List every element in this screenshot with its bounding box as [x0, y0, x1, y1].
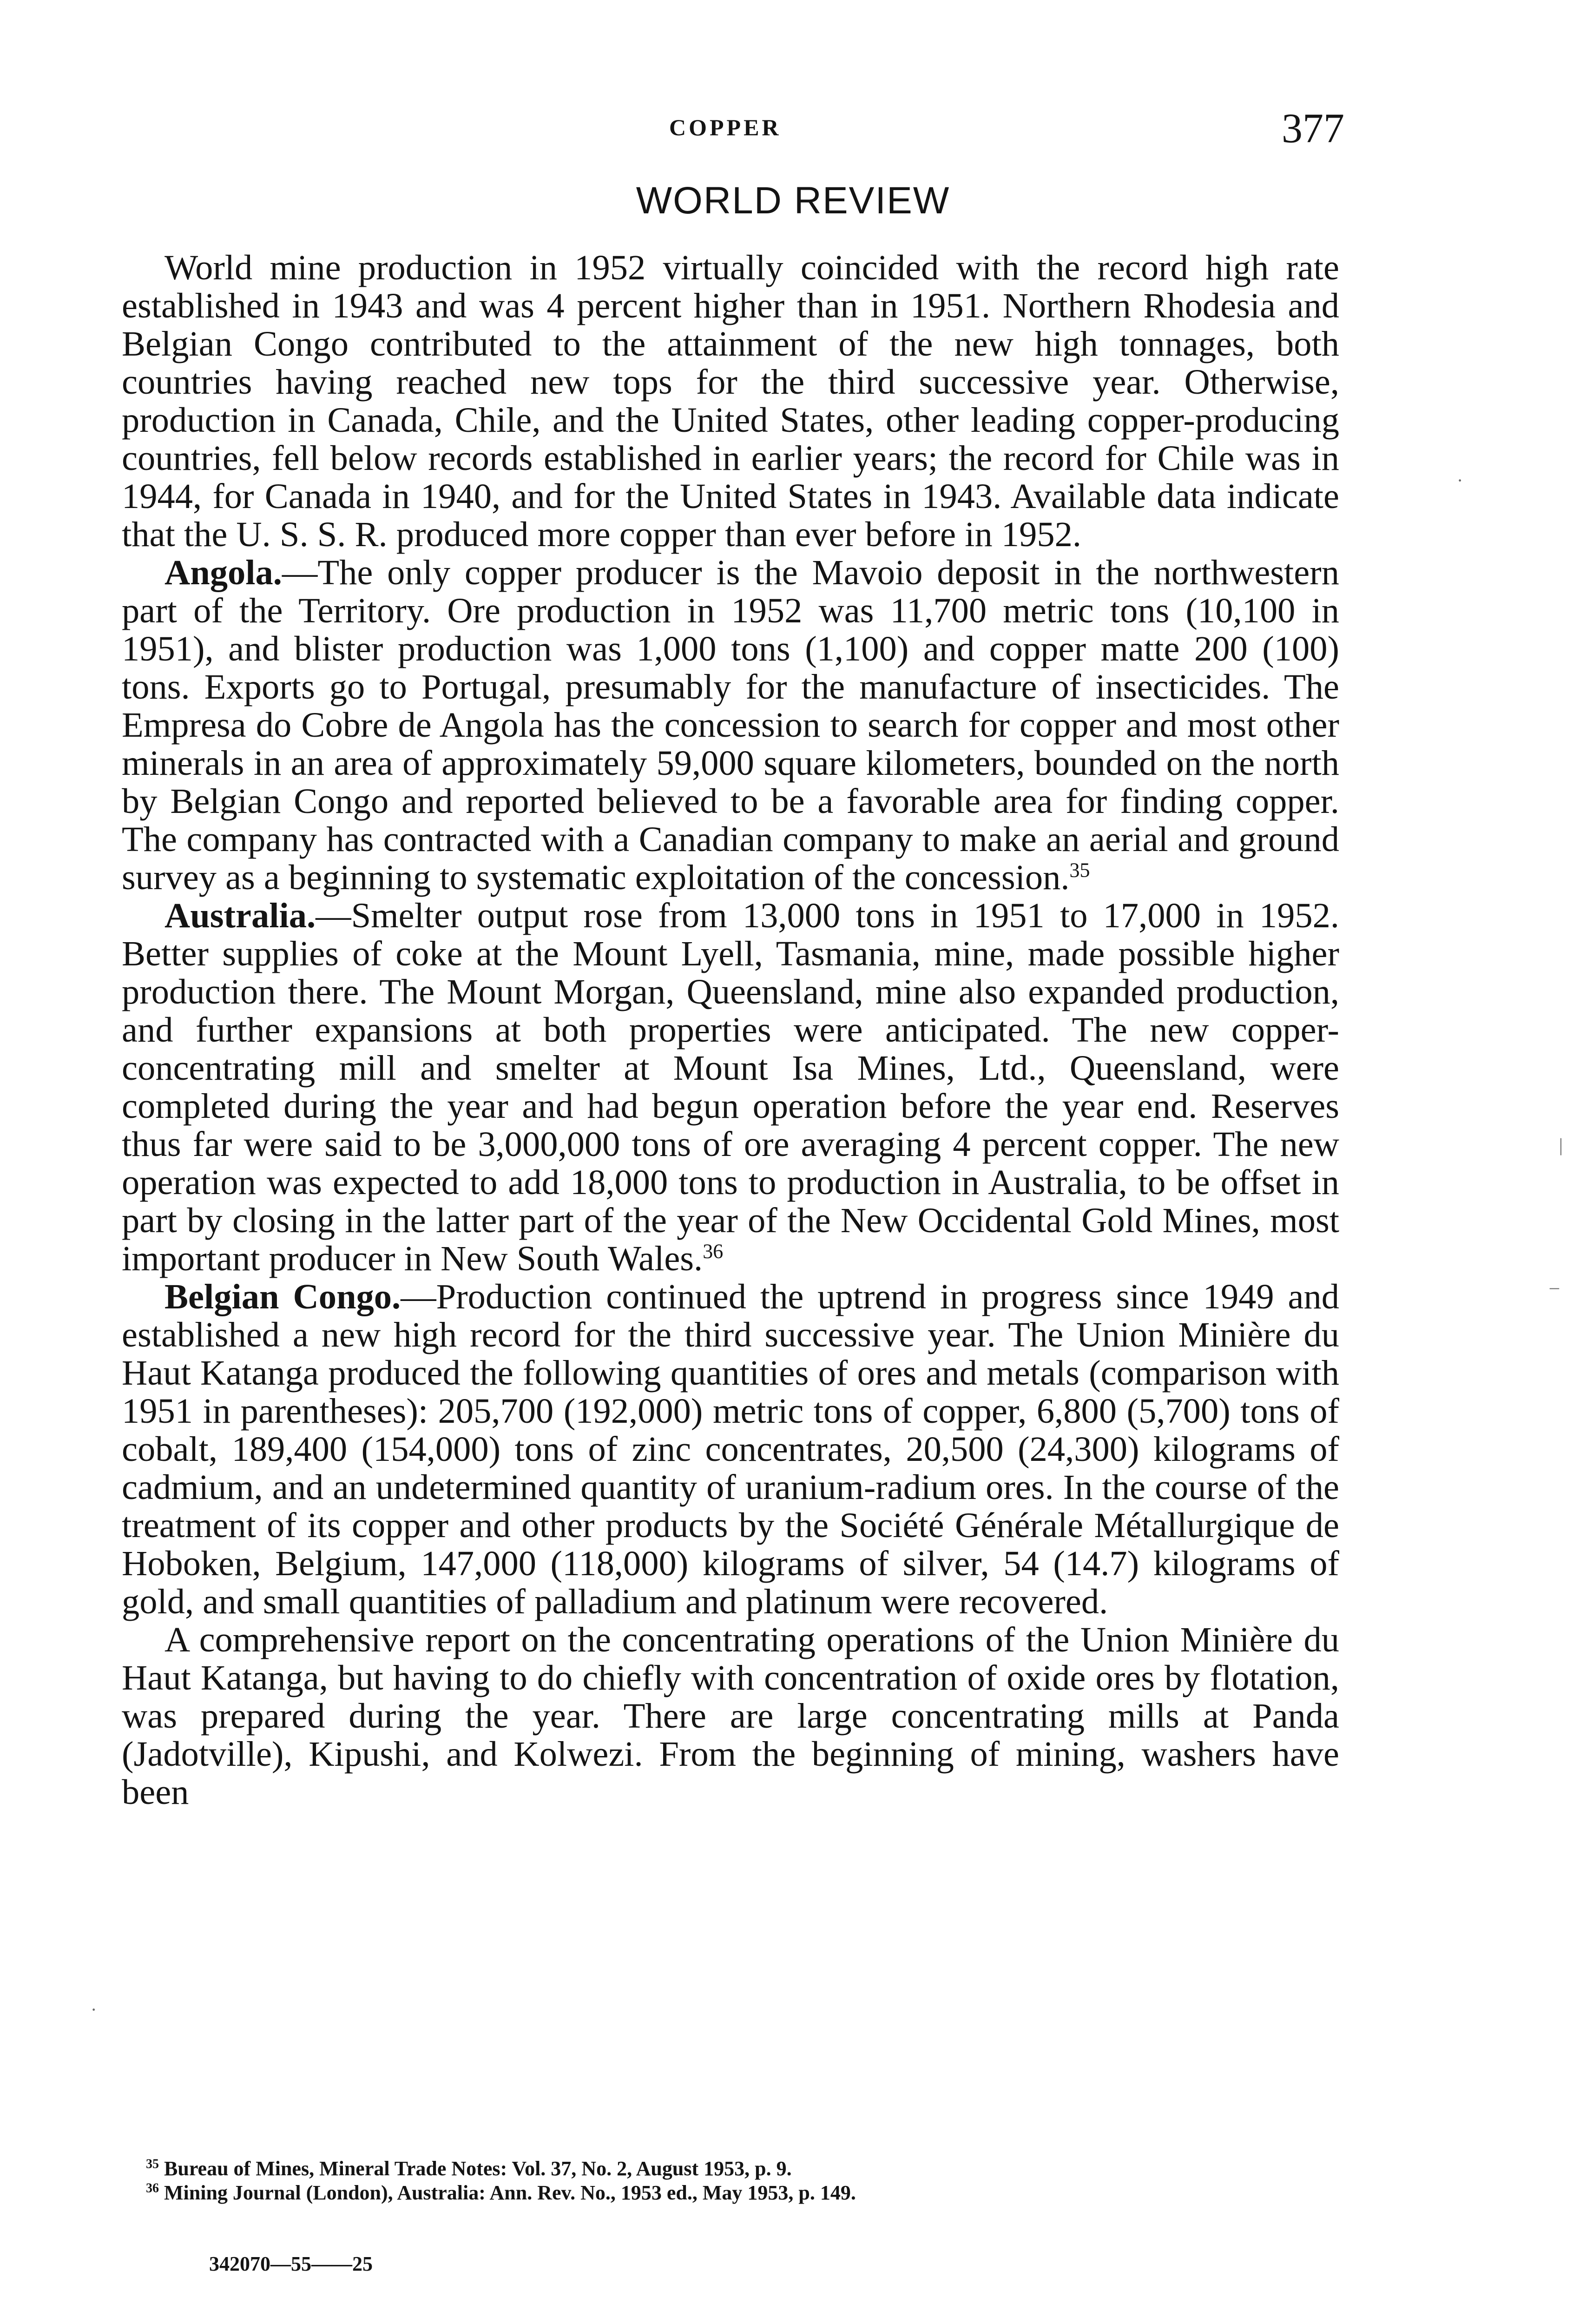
paragraph-angola: [122, 554, 1339, 897]
footnote-text: Bureau of Mines, Mineral Trade Notes: Vol. 37, No. 2, August 1953, p. 9.: [164, 2157, 792, 2180]
footnote-text: Mining Journal (London), Australia: Ann. Rev. No., 1953 ed., May 1953, p. 149.: [164, 2181, 856, 2204]
scan-speck: |: [1559, 1135, 1563, 1155]
footnotes: [122, 2157, 1339, 2205]
footnote-ref-36[interactable]: 36: [703, 1240, 724, 1263]
footnote-mark: 35: [146, 2157, 159, 2172]
footnote-35: [122, 2157, 1339, 2181]
country-heading-angola: Angola.: [165, 553, 282, 592]
scan-speck: –: [1550, 1276, 1559, 1297]
paragraph-report: A comprehensive report on the concentrating operations of the Union Minière du Haut Katanga, but having to do chiefly with concentration of oxide ores by flotation, was prepared during the year. There are large concentrating mills at Panda (Jadotville), Kipushi, and Kolwezi. From the beginning of mining, washers have been: [122, 1620, 1339, 1812]
australia-text: —Smelter output rose from 13,000 tons in 1951 to 17,000 in 1952. Better supplies of coke at the Mount Lyell, Tasmania, mine, made possible higher production there. The Mount Morgan, Queensland, mine also expanded production, and further expansions at both properties were anticipated. The new copper-concentrating mill and smelter at Mount Isa Mines, Ltd., Queensland, were completed during the year and had begun operation before the year end. Reserves thus far were said to be 3,000,000 tons of ore averaging 4 percent copper. The new operation was expected to add 18,000 tons to production in Australia, to be offset in part by closing in the latter part of the year of the New Occidental Gold Mines, most important producer in New South Wales.: [122, 896, 1339, 1278]
page-number: 377: [1282, 106, 1344, 152]
scan-speck: ·: [91, 1999, 97, 2020]
print-code: 342070—55——25: [209, 2252, 373, 2275]
paragraph-belgian-congo: [122, 1278, 1339, 1621]
running-title: COPPER: [669, 114, 782, 140]
belgian-congo-text: —Production continued the uptrend in progress since 1949 and established a new high record for the third successive year. The Union Minière du Haut Katanga produced the following quantities of ores and metals (comparison with 1951 in parentheses): 205,700 (192,000) metric tons of copper, 6,800 (5,700) tons of cobalt, 189,400 (154,000) tons of zinc concentrates, 20,500 (24,300) kilograms of cadmium, and an undetermined quantity of uranium-radium ores. In the course of the treatment of its copper and other products by the Société Générale Métallurgique de Hoboken, Belgium, 147,000 (118,000) kilograms of silver, 54 (14.7) kilograms of gold, and small quantities of palladium and platinum were recovered.: [122, 1277, 1339, 1621]
section-title: WORLD REVIEW: [636, 179, 950, 222]
scan-speck: ·: [1457, 470, 1463, 491]
footnote-ref-35[interactable]: 35: [1069, 858, 1090, 882]
body-text: [122, 249, 1339, 1811]
country-heading-australia: Australia.: [165, 896, 316, 935]
angola-text: —The only copper producer is the Mavoio deposit in the northwestern part of the Territory. Ore production in 1952 was 11,700 metric tons (10,100 in 1951), and blister production was 1,000 tons (1,100) and copper matte 200 (100) tons. Exports go to Portugal, presumably for the manufacture of insecticides. The Empresa do Cobre de Angola has the concession to search for copper and most other minerals in an area of approximately 59,000 square kilometers, bounded on the north by Belgian Congo and reported believed to be a favorable area for finding copper. The company has contracted with a Canadian company to make an aerial and ground survey as a beginning to systematic exploitation of the concession.: [122, 553, 1339, 897]
footnote-36: [122, 2181, 1339, 2205]
running-head: [0, 105, 1586, 151]
paragraph-australia: [122, 897, 1339, 1278]
paragraph-intro: World mine production in 1952 virtually coincided with the record high rate established in 1943 and was 4 percent higher than in 1951. Northern Rhodesia and Belgian Congo contributed to the attainment of the new high tonnages, both countries having reached new tops for the third successive year. Otherwise, production in Canada, Chile, and the United States, other leading copper-producing countries, fell below records established in earlier years; the record for Chile was in 1944, for Canada in 1940, and for the United States in 1943. Available data indicate that the U. S. S. R. produced more copper than ever before in 1952.: [122, 248, 1339, 554]
footnote-mark: 36: [146, 2181, 159, 2196]
country-heading-belgian-congo: Belgian Congo.: [165, 1277, 401, 1316]
